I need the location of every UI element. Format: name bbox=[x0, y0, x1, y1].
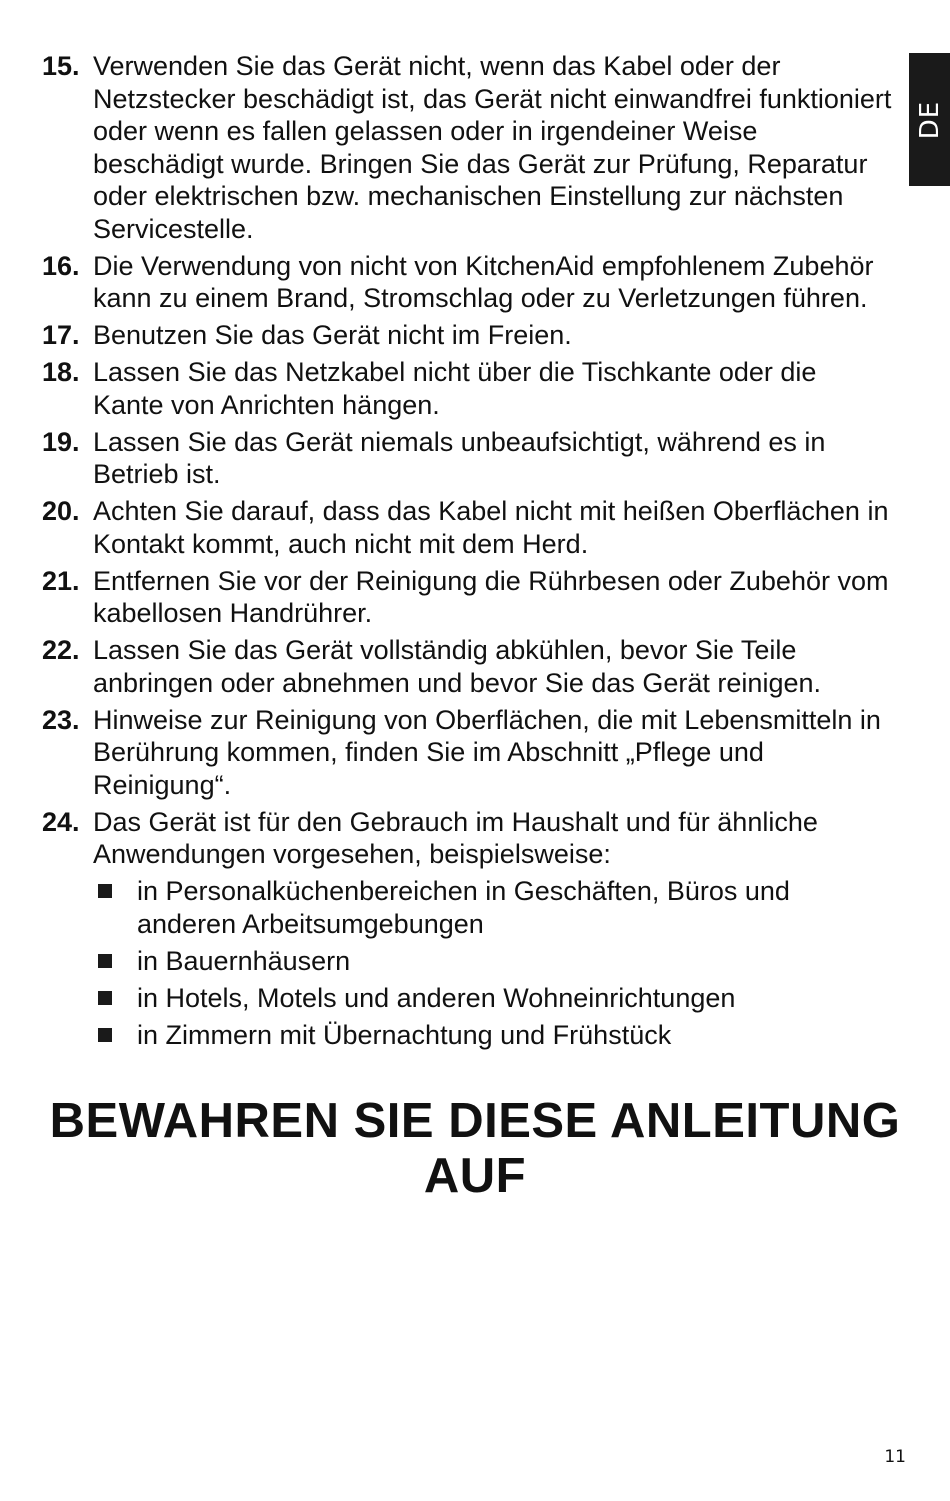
item-text: Entfernen Sie vor der Reinigung die Rührbesen oder Zubehör vom kabellosen Handrührer. bbox=[93, 565, 889, 628]
item-number: 16. bbox=[42, 250, 80, 281]
bullet-text: in Personalküchenbereichen in Geschäften, Büros und anderen Arbeitsumgebungen bbox=[137, 876, 790, 939]
item-text: Das Gerät ist für den Gebrauch im Haushalt und für ähnliche Anwendungen vorgesehen, beispielsweise: bbox=[93, 806, 818, 869]
language-tab-label: DE bbox=[914, 100, 945, 139]
list-item bbox=[95, 875, 892, 940]
item-number: 19. bbox=[42, 426, 80, 457]
item-number: 23. bbox=[42, 704, 80, 735]
item-number: 17. bbox=[42, 320, 80, 350]
instruction-item bbox=[42, 495, 892, 560]
instruction-item bbox=[42, 634, 892, 699]
item-number: 22. bbox=[42, 635, 80, 665]
square-bullet-icon bbox=[95, 945, 137, 978]
heading-line-1: BEWAHREN SIE DIESE ANLEITUNG bbox=[49, 1094, 901, 1148]
list-item bbox=[95, 945, 892, 978]
instruction-item bbox=[42, 50, 892, 245]
item-text: Hinweise zur Reinigung von Oberflächen, die mit Lebensmitteln in Berührung kommen, finden Sie im Abschnitt „Pflege und Reinigung“. bbox=[93, 704, 881, 800]
page-number: 11 bbox=[884, 1447, 906, 1467]
item-text: Benutzen Sie das Gerät nicht im Freien. bbox=[93, 320, 572, 350]
square-bullet-icon bbox=[95, 1019, 137, 1052]
item-text: Die Verwendung von nicht von KitchenAid empfohlenem Zubehör kann zu einem Brand, Stromschlag oder zu Verletzungen führen. bbox=[93, 250, 874, 313]
heading-line-2: AUF bbox=[423, 1149, 527, 1203]
instruction-item bbox=[42, 319, 892, 352]
item-text: Lassen Sie das Gerät vollständig abkühlen, bevor Sie Teile anbringen oder abnehmen und bevor Sie das Gerät reinigen. bbox=[93, 635, 821, 698]
item-number: 21. bbox=[42, 565, 80, 596]
bullet-text: in Bauernhäusern bbox=[137, 945, 351, 976]
instruction-item bbox=[42, 426, 892, 491]
item-text: Verwenden Sie das Gerät nicht, wenn das Kabel oder der Netzstecker beschädigt ist, das Gerät nicht einwandfrei funktioniert oder wenn es fallen gelassen oder in irgendeiner Weise beschädigt wurde. Bringen Sie das Gerät zur Prüfung, Reparatur oder elektrischen bzw. mechanischen Einstellung zur nächsten Servicestelle. bbox=[93, 51, 892, 244]
save-instructions-heading bbox=[0, 1094, 950, 1204]
instruction-item bbox=[42, 704, 892, 802]
square-bullet-icon bbox=[95, 875, 137, 940]
item-number: 18. bbox=[42, 357, 80, 387]
instruction-item bbox=[42, 806, 892, 871]
usage-examples-list bbox=[42, 875, 892, 1051]
instruction-item bbox=[42, 356, 892, 421]
item-text: Lassen Sie das Gerät niemals unbeaufsichtigt, während es in Betrieb ist. bbox=[93, 426, 826, 489]
safety-instructions-list bbox=[42, 50, 892, 1056]
list-item bbox=[95, 982, 892, 1015]
item-number: 15. bbox=[42, 51, 80, 81]
instruction-item bbox=[42, 565, 892, 630]
item-text: Achten Sie darauf, dass das Kabel nicht mit heißen Oberflächen in Kontakt kommt, auch nicht mit dem Herd. bbox=[93, 496, 889, 559]
bullet-text: in Zimmern mit Übernachtung und Frühstück bbox=[137, 1019, 672, 1050]
item-number: 24. bbox=[42, 806, 80, 837]
list-item bbox=[95, 1019, 892, 1052]
bullet-text: in Hotels, Motels und anderen Wohneinrichtungen bbox=[137, 982, 736, 1013]
item-number: 20. bbox=[42, 496, 80, 526]
item-text: Lassen Sie das Netzkabel nicht über die Tischkante oder die Kante von Anrichten hängen. bbox=[93, 357, 817, 420]
instruction-item bbox=[42, 250, 892, 315]
square-bullet-icon bbox=[95, 982, 137, 1015]
language-tab bbox=[909, 53, 950, 186]
